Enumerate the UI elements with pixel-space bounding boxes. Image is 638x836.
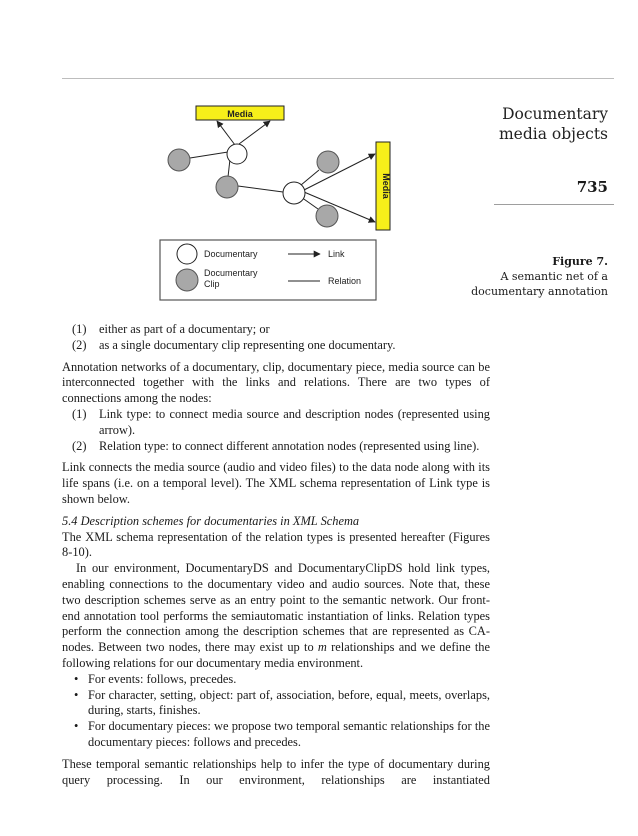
- paragraph: [62, 561, 490, 672]
- semantic-net-figure: [150, 96, 400, 306]
- list-text: as a single documentary clip representing one documentary.: [99, 337, 396, 352]
- paragraph: Link connects the media source (audio and video files) to the data node along with its life spans (i.e. on a temporal level). The XML schema representation of Link type is shown below.: [62, 460, 490, 506]
- running-head: [458, 104, 608, 144]
- legend-link-label: Link: [328, 249, 345, 259]
- top-rule: [62, 78, 614, 79]
- media-box-top-label: Media: [227, 109, 253, 119]
- list-item: [62, 407, 490, 439]
- list-item: [62, 439, 490, 455]
- list-item: [62, 338, 490, 354]
- figure-caption-line-1: A semantic net of a: [500, 270, 608, 283]
- paragraph: Annotation networks of a documentary, clip, documentary piece, media source can be interconnected together with the links and relations. There are two types of connections among the nodes:: [62, 359, 490, 406]
- list-text: Relation type: to connect different annotation nodes (represented using line).: [99, 438, 480, 453]
- list-number: (2): [72, 438, 87, 453]
- documentary-clip-node: [317, 151, 339, 173]
- documentary-clip-node: [168, 149, 190, 171]
- legend-clip-label-line-2: Clip: [204, 279, 220, 289]
- list-text: either as part of a documentary; or: [99, 322, 270, 336]
- list-number: (1): [72, 322, 87, 336]
- body-text: [62, 322, 490, 788]
- legend-relation-label: Relation: [328, 276, 362, 286]
- media-box-right-label: Media: [381, 173, 391, 199]
- legend-clip-swatch: [176, 269, 198, 291]
- section-heading: 5.4 Description schemes for documentaries in XML Schema: [62, 513, 360, 528]
- paragraph-text: relationships and we define the following relations for our documentary media environment.: [62, 640, 490, 670]
- link-arrow: [304, 154, 375, 190]
- documentary-clip-node: [216, 176, 238, 198]
- list-item: [62, 322, 490, 338]
- list-item: • For documentary pieces: we propose two temporal semantic relationships for the documentary pieces: follows and precedes.: [62, 719, 490, 751]
- documentary-node: [227, 144, 247, 164]
- side-rule: [494, 204, 614, 205]
- legend-documentary-swatch: [177, 244, 197, 264]
- relations-list: [62, 672, 490, 751]
- legend-documentary-label: Documentary: [204, 249, 258, 259]
- relation-line: [228, 159, 230, 177]
- variable-m: m: [317, 640, 327, 655]
- connection-list: [62, 407, 490, 454]
- documentary-node: [283, 182, 305, 204]
- figure-label: Figure 7.: [552, 255, 608, 268]
- paragraph: These temporal semantic relationships help to infer the type of documentary during query processing. In our environment, relationships are instantiated: [62, 756, 490, 787]
- figure-caption: [458, 254, 608, 299]
- relation-line: [238, 186, 283, 192]
- list-number: (1): [72, 406, 87, 421]
- paragraph: The XML schema representation of the relation types is presented hereafter (Figures 8-10).: [62, 529, 490, 560]
- documentary-clip-node: [316, 205, 338, 227]
- legend-clip-label-line-1: Documentary: [204, 268, 258, 278]
- list-item: • For events: follows, precedes.: [62, 672, 490, 688]
- list-text: Link type: to connect media source and description nodes (represented using arrow).: [99, 406, 490, 437]
- relation-line: [301, 170, 319, 185]
- list-item: • For character, setting, object: part of, association, before, equal, meets, overlaps, during, starts, finishes.: [62, 688, 490, 720]
- running-head-line-2: media objects: [498, 125, 608, 143]
- page-number: 735: [576, 178, 608, 196]
- relation-line: [190, 152, 228, 158]
- intro-list: [62, 322, 490, 354]
- figure-caption-line-2: documentary annotation: [471, 285, 608, 298]
- running-head-line-1: Documentary: [502, 105, 608, 123]
- link-arrow: [239, 121, 270, 144]
- link-arrow: [217, 121, 235, 145]
- list-number: (2): [72, 337, 87, 352]
- paragraph-text: In our environment, DocumentaryDS and DocumentaryClipDS hold link types, enabling connections to the documentary video and audio sources. Note that, these two description schemes serve as an entry point to the semantic network. Our front-end annotation tool performs the semiautomatic instantiation of links. Relation types perform the connection among the description schemes that are represented as CA-nodes. Between two nodes, there may exist up to: [62, 561, 490, 655]
